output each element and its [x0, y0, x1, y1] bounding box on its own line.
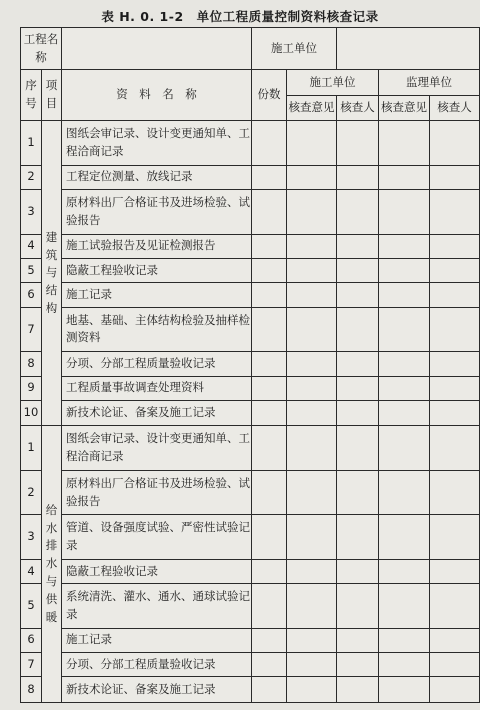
copies-cell[interactable] — [252, 426, 287, 471]
row-number: 4 — [21, 559, 42, 583]
contractor-checker-cell[interactable] — [337, 653, 379, 677]
contractor-opinion-cell[interactable] — [287, 677, 337, 703]
supervisor-opinion-cell[interactable] — [379, 515, 430, 560]
supervisor-checker-cell[interactable] — [430, 283, 480, 307]
contractor-opinion-cell[interactable] — [287, 352, 337, 376]
group-name-char: 排 — [45, 538, 58, 553]
copies-cell[interactable] — [252, 283, 287, 307]
group-name-char: 给 — [45, 502, 58, 517]
row-number: 5 — [21, 584, 42, 629]
row-number: 6 — [21, 628, 42, 652]
copies-cell[interactable] — [252, 677, 287, 703]
contractor-unit-header: 施工单位 — [287, 70, 379, 95]
supervisor-checker-cell[interactable] — [430, 515, 480, 560]
table-row — [21, 352, 480, 376]
row-number: 2 — [21, 165, 42, 189]
row-number: 1 — [21, 426, 42, 471]
row-number: 3 — [21, 190, 42, 235]
table-row — [21, 121, 480, 166]
supervisor-checker-cell[interactable] — [430, 559, 480, 583]
contractor-opinion-cell[interactable] — [287, 628, 337, 652]
supervisor-opinion-cell[interactable] — [379, 653, 430, 677]
document-name: 分项、分部工程质量验收记录 — [62, 352, 252, 376]
contractor-opinion-cell[interactable] — [287, 376, 337, 400]
group-name-char: 水 — [45, 520, 58, 535]
supervisor-opinion-cell[interactable] — [379, 677, 430, 703]
contractor-checker-cell[interactable] — [337, 559, 379, 583]
contractor-opinion-cell[interactable] — [287, 515, 337, 560]
contractor-checker-cell[interactable] — [337, 165, 379, 189]
group-name-char: 与 — [45, 265, 58, 280]
copies-cell[interactable] — [252, 352, 287, 376]
contractor-opinion-cell[interactable] — [287, 653, 337, 677]
supervisor-opinion-cell[interactable] — [379, 470, 430, 515]
contractor-opinion-cell[interactable] — [287, 584, 337, 629]
document-name: 施工记录 — [62, 283, 252, 307]
document-name: 分项、分部工程质量验收记录 — [62, 653, 252, 677]
copies-header: 份数 — [252, 70, 287, 121]
supervisor-checker-cell[interactable] — [430, 470, 480, 515]
contractor-checker-cell[interactable] — [337, 234, 379, 258]
supervisor-opinion-cell[interactable] — [379, 165, 430, 189]
row-number: 1 — [21, 121, 42, 166]
table-row — [21, 653, 480, 677]
contractor-opinion-cell[interactable] — [287, 190, 337, 235]
contractor-checker-header: 核查人 — [337, 95, 379, 120]
table-row — [21, 190, 480, 235]
contractor-checker-cell[interactable] — [337, 121, 379, 166]
document-name: 隐蔽工程验收记录 — [62, 258, 252, 282]
contractor-opinion-cell[interactable] — [287, 400, 337, 425]
contractor-checker-cell[interactable] — [337, 677, 379, 703]
supervisor-checker-cell[interactable] — [430, 307, 480, 352]
project-name-label: 工程名称 — [21, 28, 62, 70]
table-row — [21, 258, 480, 282]
contractor-opinion-cell[interactable] — [287, 283, 337, 307]
table-row — [21, 426, 480, 471]
project-name-value[interactable] — [62, 28, 252, 70]
supervisor-opinion-cell[interactable] — [379, 584, 430, 629]
table-row — [21, 307, 480, 352]
supervisor-opinion-cell[interactable] — [379, 376, 430, 400]
copies-cell[interactable] — [252, 121, 287, 166]
document-name: 工程定位测量、放线记录 — [62, 165, 252, 189]
row-number: 4 — [21, 234, 42, 258]
document-name: 新技术论证、备案及施工记录 — [62, 400, 252, 425]
copies-cell[interactable] — [252, 515, 287, 560]
document-name: 图纸会审记录、设计变更通知单、工程洽商记录 — [62, 121, 252, 166]
contractor-checker-cell[interactable] — [337, 307, 379, 352]
supervisor-opinion-cell[interactable] — [379, 283, 430, 307]
row-number: 8 — [21, 352, 42, 376]
supervisor-checker-header: 核查人 — [430, 95, 480, 120]
document-name: 隐蔽工程验收记录 — [62, 559, 252, 583]
doc-name-header: 资 料 名 称 — [62, 70, 252, 121]
contractor-checker-cell[interactable] — [337, 352, 379, 376]
supervisor-checker-cell[interactable] — [430, 628, 480, 652]
supervisor-opinion-cell[interactable] — [379, 234, 430, 258]
supervisor-checker-cell[interactable] — [430, 376, 480, 400]
contractor-checker-cell[interactable] — [337, 628, 379, 652]
contractor-opinion-cell[interactable] — [287, 165, 337, 189]
document-name: 施工试验报告及见证检测报告 — [62, 234, 252, 258]
item-header: 项目 — [42, 70, 62, 121]
table-row — [21, 584, 480, 629]
row-number: 10 — [21, 400, 42, 425]
group-name-char: 水 — [45, 556, 58, 571]
supervisor-opinion-cell[interactable] — [379, 307, 430, 352]
supervisor-checker-cell[interactable] — [430, 190, 480, 235]
supervisor-checker-cell[interactable] — [430, 121, 480, 166]
project-row — [21, 28, 480, 70]
supervisor-checker-cell[interactable] — [430, 165, 480, 189]
supervisor-checker-cell[interactable] — [430, 584, 480, 629]
document-name: 图纸会审记录、设计变更通知单、工程洽商记录 — [62, 426, 252, 471]
supervisor-opinion-cell[interactable] — [379, 400, 430, 425]
document-title: 表 H. 0. 1-2 单位工程质量控制资料核查记录 — [101, 9, 379, 24]
document-name: 地基、基础、主体结构检验及抽样检测资料 — [62, 307, 252, 352]
supervisor-opinion-cell[interactable] — [379, 352, 430, 376]
copies-cell[interactable] — [252, 653, 287, 677]
row-number: 9 — [21, 376, 42, 400]
document-name: 管道、设备强度试验、严密性试验记录 — [62, 515, 252, 560]
table-row — [21, 628, 480, 652]
supervisor-opinion-cell[interactable] — [379, 121, 430, 166]
copies-cell[interactable] — [252, 628, 287, 652]
group-structure — [42, 121, 62, 426]
supervisor-checker-cell[interactable] — [430, 234, 480, 258]
group-name-char: 暖 — [45, 609, 58, 624]
supervisor-checker-cell[interactable] — [430, 426, 480, 471]
document-name: 施工记录 — [62, 628, 252, 652]
supervisor-check-opinion-header: 核查意见 — [379, 95, 430, 120]
contractor-checker-cell[interactable] — [337, 283, 379, 307]
contractor-opinion-cell[interactable] — [287, 426, 337, 471]
document-name: 工程质量事故调查处理资料 — [62, 376, 252, 400]
group-name-char: 与 — [45, 574, 58, 589]
group-name-char: 结 — [45, 283, 58, 298]
contractor-checker-cell[interactable] — [337, 515, 379, 560]
supervisor-checker-cell[interactable] — [430, 258, 480, 282]
contractor-checker-cell[interactable] — [337, 258, 379, 282]
supervisor-unit-header: 监理单位 — [379, 70, 480, 95]
supervisor-opinion-cell[interactable] — [379, 559, 430, 583]
contractor-checker-cell[interactable] — [337, 426, 379, 471]
copies-cell[interactable] — [252, 559, 287, 583]
supervisor-opinion-cell[interactable] — [379, 628, 430, 652]
contractor-checker-cell[interactable] — [337, 400, 379, 425]
copies-cell[interactable] — [252, 165, 287, 189]
group-name-char: 构 — [45, 300, 58, 315]
group-name-char: 筑 — [45, 247, 58, 262]
table-row — [21, 376, 480, 400]
contractor-label: 施工单位 — [252, 28, 337, 70]
contractor-opinion-cell[interactable] — [287, 234, 337, 258]
row-number: 3 — [21, 515, 42, 560]
supervisor-checker-cell[interactable] — [430, 677, 480, 703]
row-number: 2 — [21, 470, 42, 515]
contractor-checker-cell[interactable] — [337, 190, 379, 235]
copies-cell[interactable] — [252, 376, 287, 400]
copies-cell[interactable] — [252, 400, 287, 425]
copies-cell[interactable] — [252, 470, 287, 515]
supervisor-opinion-cell[interactable] — [379, 190, 430, 235]
contractor-opinion-cell[interactable] — [287, 559, 337, 583]
table-row — [21, 400, 480, 425]
supervisor-checker-cell[interactable] — [430, 352, 480, 376]
seq-header: 序号 — [21, 70, 42, 121]
document-name: 原材料出厂合格证书及进场检验、试验报告 — [62, 470, 252, 515]
copies-cell[interactable] — [252, 307, 287, 352]
row-number: 5 — [21, 258, 42, 282]
contractor-checker-cell[interactable] — [337, 584, 379, 629]
document-name: 原材料出厂合格证书及进场检验、试验报告 — [62, 190, 252, 235]
contractor-opinion-cell[interactable] — [287, 258, 337, 282]
document-name: 系统清洗、灌水、通水、通球试验记录 — [62, 584, 252, 629]
contractor-checker-cell[interactable] — [337, 376, 379, 400]
table-row — [21, 283, 480, 307]
quality-control-record-table — [20, 27, 480, 703]
copies-cell[interactable] — [252, 190, 287, 235]
supervisor-opinion-cell[interactable] — [379, 258, 430, 282]
group-name-char: 供 — [45, 591, 58, 606]
table-row — [21, 559, 480, 583]
document-name: 新技术论证、备案及施工记录 — [62, 677, 252, 703]
supervisor-checker-cell[interactable] — [430, 400, 480, 425]
table-row — [21, 677, 480, 703]
row-number: 7 — [21, 653, 42, 677]
contractor-opinion-cell[interactable] — [287, 121, 337, 166]
copies-cell[interactable] — [252, 584, 287, 629]
table-row — [21, 515, 480, 560]
contractor-checker-cell[interactable] — [337, 470, 379, 515]
row-number: 7 — [21, 307, 42, 352]
group-plumbing-heating — [42, 426, 62, 703]
row-number: 8 — [21, 677, 42, 703]
copies-cell[interactable] — [252, 234, 287, 258]
contractor-opinion-cell[interactable] — [287, 307, 337, 352]
supervisor-opinion-cell[interactable] — [379, 426, 430, 471]
header-row-1 — [21, 70, 480, 95]
contractor-check-opinion-header: 核查意见 — [287, 95, 337, 120]
contractor-value[interactable] — [337, 28, 480, 70]
supervisor-checker-cell[interactable] — [430, 653, 480, 677]
table-row — [21, 470, 480, 515]
copies-cell[interactable] — [252, 258, 287, 282]
group-name-char: 建 — [45, 229, 58, 244]
table-row — [21, 234, 480, 258]
contractor-opinion-cell[interactable] — [287, 470, 337, 515]
table-row — [21, 165, 480, 189]
row-number: 6 — [21, 283, 42, 307]
